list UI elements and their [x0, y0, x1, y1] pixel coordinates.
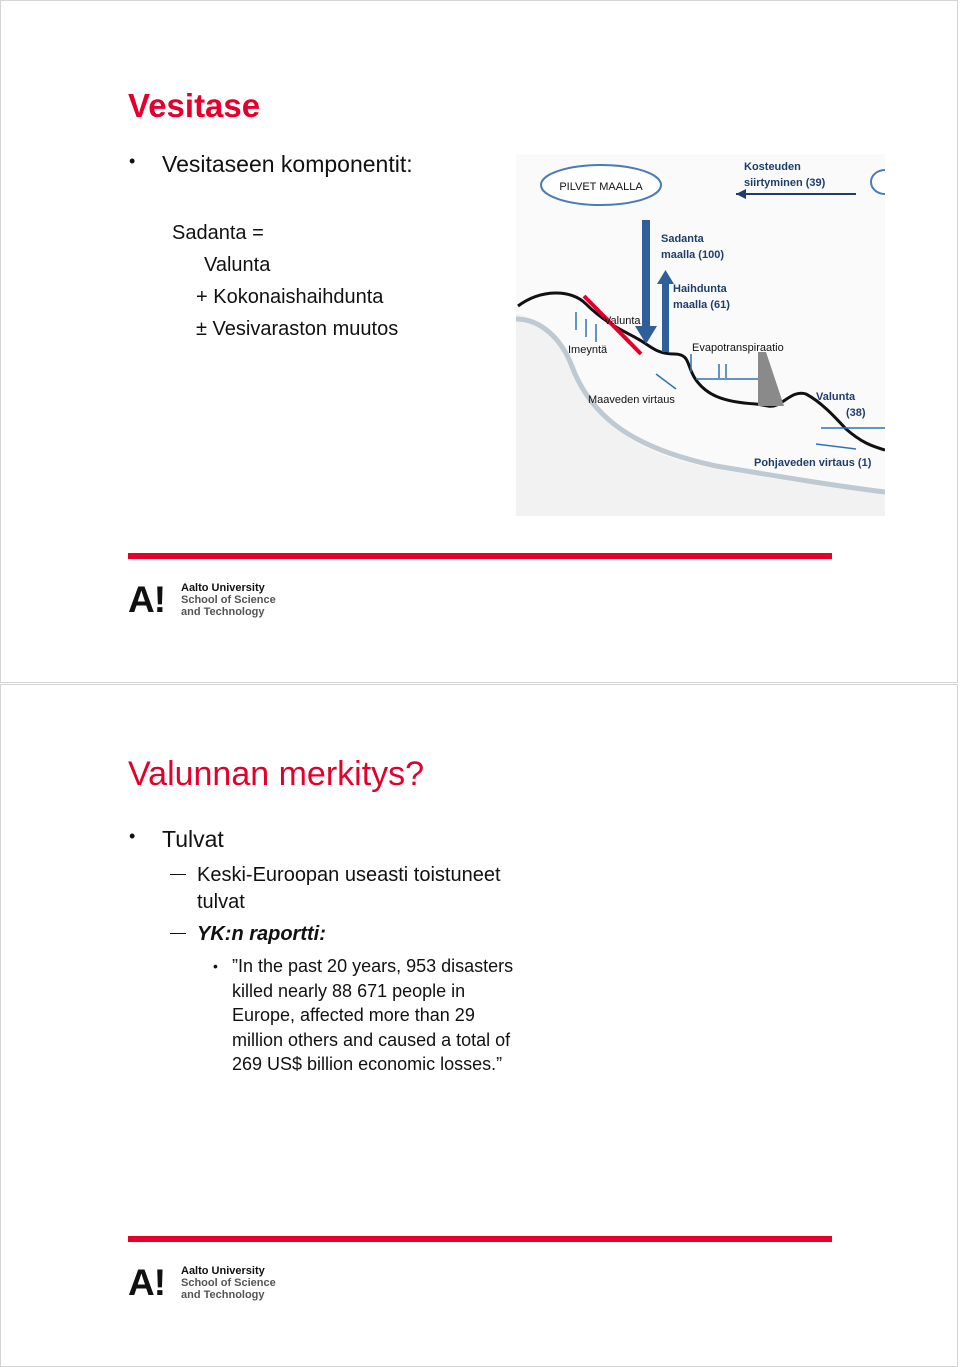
logo-school-line: and Technology: [181, 606, 265, 618]
footer-accent-bar: [128, 1236, 832, 1242]
slide-title: Vesitase: [128, 87, 261, 124]
logo-school-line: and Technology: [181, 1289, 265, 1301]
precipitation-arrow: [642, 220, 650, 330]
slide-1: [0, 0, 958, 683]
aalto-logo: [128, 1262, 298, 1305]
sub-bullet-report: [197, 923, 326, 946]
sub-bullet-continuation: tulvat: [197, 891, 245, 913]
runoff-label-1: Valunta: [816, 391, 856, 403]
water-cycle-diagram: [516, 154, 885, 516]
precip-label-1: Sadanta: [661, 233, 704, 245]
evap-label-1: Haihdunta: [673, 283, 727, 295]
evaporation-arrow: [662, 282, 669, 352]
moisture-label-2: siirtyminen (39): [744, 177, 826, 189]
quote-line: killed nearly 88 671 people in: [232, 980, 466, 1001]
bullet-text: Tulvat: [162, 826, 224, 852]
logo-school: [181, 594, 311, 618]
moisture-label-1: Kosteuden: [744, 161, 801, 173]
quote-line: million others and caused a total of: [232, 1029, 511, 1050]
bullet-dot-icon: •: [213, 958, 218, 974]
logo-school-line: School of Science: [181, 1277, 276, 1289]
equation-line-4: ± Vesivaraston muutos: [196, 318, 399, 340]
runoff-label-2: (38): [846, 407, 866, 419]
evap-label-2: maalla (61): [673, 299, 730, 311]
footer-accent-bar: [128, 553, 832, 559]
logo-school: [181, 1277, 311, 1301]
logo-university: Aalto University: [181, 1265, 265, 1277]
precip-label-2: maalla (100): [661, 249, 724, 261]
un-report-quote: [213, 954, 562, 1077]
dash-icon: [170, 933, 186, 934]
quote-line: 269 US$ billion economic losses.”: [232, 1054, 503, 1074]
infiltration-label: Imeyntä: [568, 344, 608, 356]
quote-line: ”In the past 20 years, 953 disasters: [232, 956, 514, 976]
bullet-dot-icon: •: [129, 826, 136, 846]
dash-icon: [170, 874, 186, 875]
quote-line: Europe, affected more than 29: [232, 1005, 475, 1025]
bullet-floods: [129, 826, 224, 853]
clouds-label: PILVET MAALLA: [559, 181, 643, 193]
slide-2: [0, 684, 958, 1367]
deep-groundwater-label: Pohjaveden virtaus (1): [754, 457, 872, 469]
evapotranspiration-label: Evapotranspiraatio: [692, 342, 784, 354]
sub-bullet-text: YK:n raportti:: [197, 923, 326, 945]
equation-line-3: + Kokonaishaihdunta: [196, 286, 384, 308]
logo-university: Aalto University: [181, 582, 265, 594]
aalto-logo-mark: A!: [128, 1262, 166, 1303]
bullet-dot-icon: •: [129, 151, 136, 171]
equation-line-1: Sadanta =: [172, 222, 264, 244]
bullet-text: Vesitaseen komponentit:: [162, 151, 413, 177]
groundwater-flow-label: Maaveden virtaus: [588, 394, 675, 406]
aalto-logo-mark: A!: [128, 579, 166, 620]
runoff-small-label: Valunta: [604, 315, 641, 327]
logo-school-line: School of Science: [181, 594, 276, 606]
sub-bullet-text: Keski-Euroopan useasti toistuneet: [197, 864, 501, 886]
sub-bullet-floods: [197, 864, 501, 887]
bullet-components: [129, 151, 413, 178]
slide-title: Valunnan merkitys?: [128, 755, 425, 793]
equation-line-2: Valunta: [204, 254, 271, 276]
aalto-logo: [128, 579, 298, 622]
